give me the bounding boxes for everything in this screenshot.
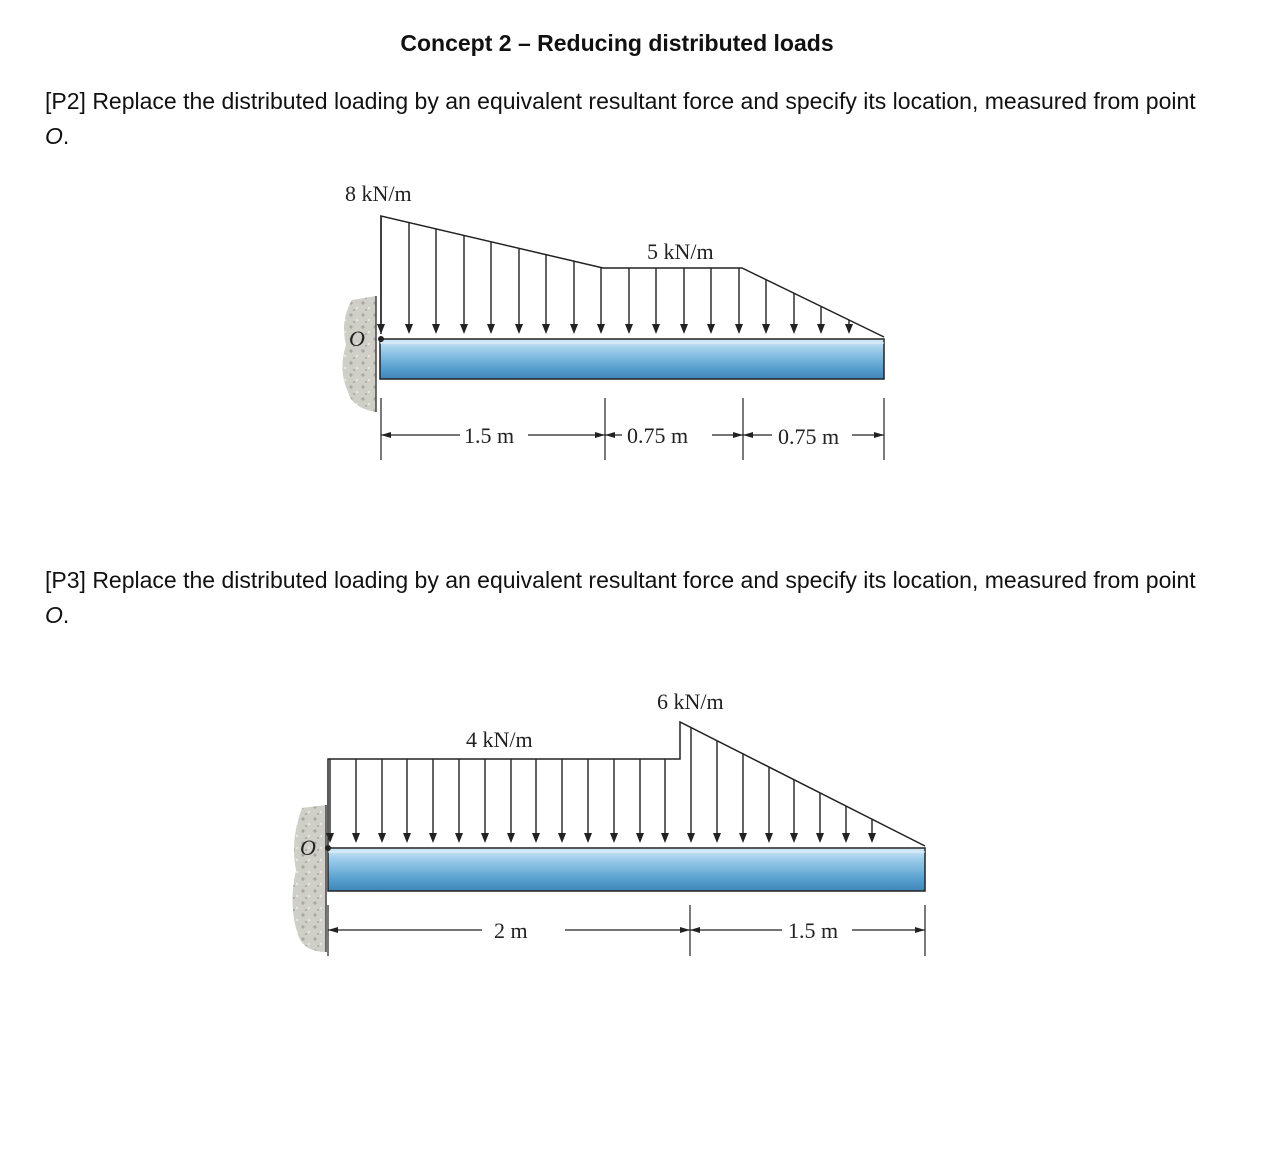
p3-load-arrowhead <box>713 833 721 843</box>
p3-load-arrowhead <box>558 833 566 843</box>
p3-load-arrowhead <box>507 833 515 843</box>
p3-load-arrowhead <box>326 833 334 843</box>
p3-load-uniform-label: 4 kN/m <box>466 727 533 752</box>
p3-load-arrowhead <box>481 833 489 843</box>
p2-origin-label: O <box>349 326 365 351</box>
problem-p2-text-end: . <box>62 123 70 149</box>
p2-load-arrowhead <box>735 324 743 334</box>
p3-load-arrowhead <box>584 833 592 843</box>
p2-origin-marker <box>378 336 384 342</box>
page-title: Concept 2 – Reducing distributed loads <box>400 30 834 56</box>
p3-origin-label: O <box>300 835 316 860</box>
p3-load-arrowhead <box>868 833 876 843</box>
p2-load-arrowhead <box>845 324 853 334</box>
p2-load-arrowhead <box>405 324 413 334</box>
p2-load-arrowhead <box>762 324 770 334</box>
p3-load-arrowhead <box>739 833 747 843</box>
problem-p2-point: O <box>45 123 63 149</box>
p3-load-arrowhead <box>687 833 695 843</box>
problem-p3-text: Replace the distributed loading by an equivalent resultant force and specify its location, measured from point <box>92 567 1196 593</box>
p2-dim-3-label: 0.75 m <box>778 424 840 449</box>
p3-dim-1-label: 2 m <box>494 918 528 943</box>
p2-wall <box>342 296 376 412</box>
p3-load-arrowhead <box>636 833 644 843</box>
p2-load-arrowhead <box>790 324 798 334</box>
p3-wall <box>292 805 326 952</box>
p2-load-arrowhead <box>515 324 523 334</box>
problem-p3-point: O <box>45 602 63 628</box>
p2-load-arrowhead <box>680 324 688 334</box>
problem-p3-label: [P3] <box>45 567 86 593</box>
p2-load-arrowhead <box>707 324 715 334</box>
p2-load-arrowhead <box>432 324 440 334</box>
p3-load-arrowhead <box>455 833 463 843</box>
p3-dim-2-label: 1.5 m <box>788 918 839 943</box>
p2-load-arrowhead <box>652 324 660 334</box>
p3-load-profile <box>328 722 925 846</box>
problem-p2-label: [P2] <box>45 88 86 114</box>
p2-load-arrows <box>377 216 853 334</box>
p3-origin-marker <box>325 845 331 851</box>
p3-load-arrowhead <box>610 833 618 843</box>
p2-load-arrowhead <box>377 324 385 334</box>
p2-load-left-label: 8 kN/m <box>345 181 412 206</box>
p3-load-arrowhead <box>765 833 773 843</box>
p3-load-arrowhead <box>403 833 411 843</box>
p3-load-arrowhead <box>532 833 540 843</box>
p3-load-arrowhead <box>378 833 386 843</box>
p2-load-profile <box>381 216 884 337</box>
p3-load-arrowhead <box>352 833 360 843</box>
p2-load-arrowhead <box>487 324 495 334</box>
p2-load-arrowhead <box>817 324 825 334</box>
p2-load-arrowhead <box>570 324 578 334</box>
p3-load-arrowhead <box>816 833 824 843</box>
problem-p2-text: Replace the distributed loading by an equivalent resultant force and specify its location, measured from point <box>92 88 1196 114</box>
p2-load-mid-label: 5 kN/m <box>647 239 714 264</box>
figure-p3 <box>292 689 925 956</box>
p2-load-arrowhead <box>542 324 550 334</box>
p3-load-arrows <box>326 728 876 843</box>
p3-load-arrowhead <box>429 833 437 843</box>
figure-p2 <box>342 181 884 460</box>
p3-load-arrowhead <box>790 833 798 843</box>
p3-beam <box>328 848 925 891</box>
p3-load-peak-label: 6 kN/m <box>657 689 724 714</box>
p2-dim-1-label: 1.5 m <box>464 423 515 448</box>
p3-load-arrowhead <box>661 833 669 843</box>
p2-load-arrowhead <box>460 324 468 334</box>
p2-beam <box>380 339 884 379</box>
p2-load-arrowhead <box>625 324 633 334</box>
p2-dim-2-label: 0.75 m <box>627 423 689 448</box>
p2-load-arrowhead <box>597 324 605 334</box>
problem-p3-text-end: . <box>62 602 70 628</box>
p3-load-arrowhead <box>842 833 850 843</box>
